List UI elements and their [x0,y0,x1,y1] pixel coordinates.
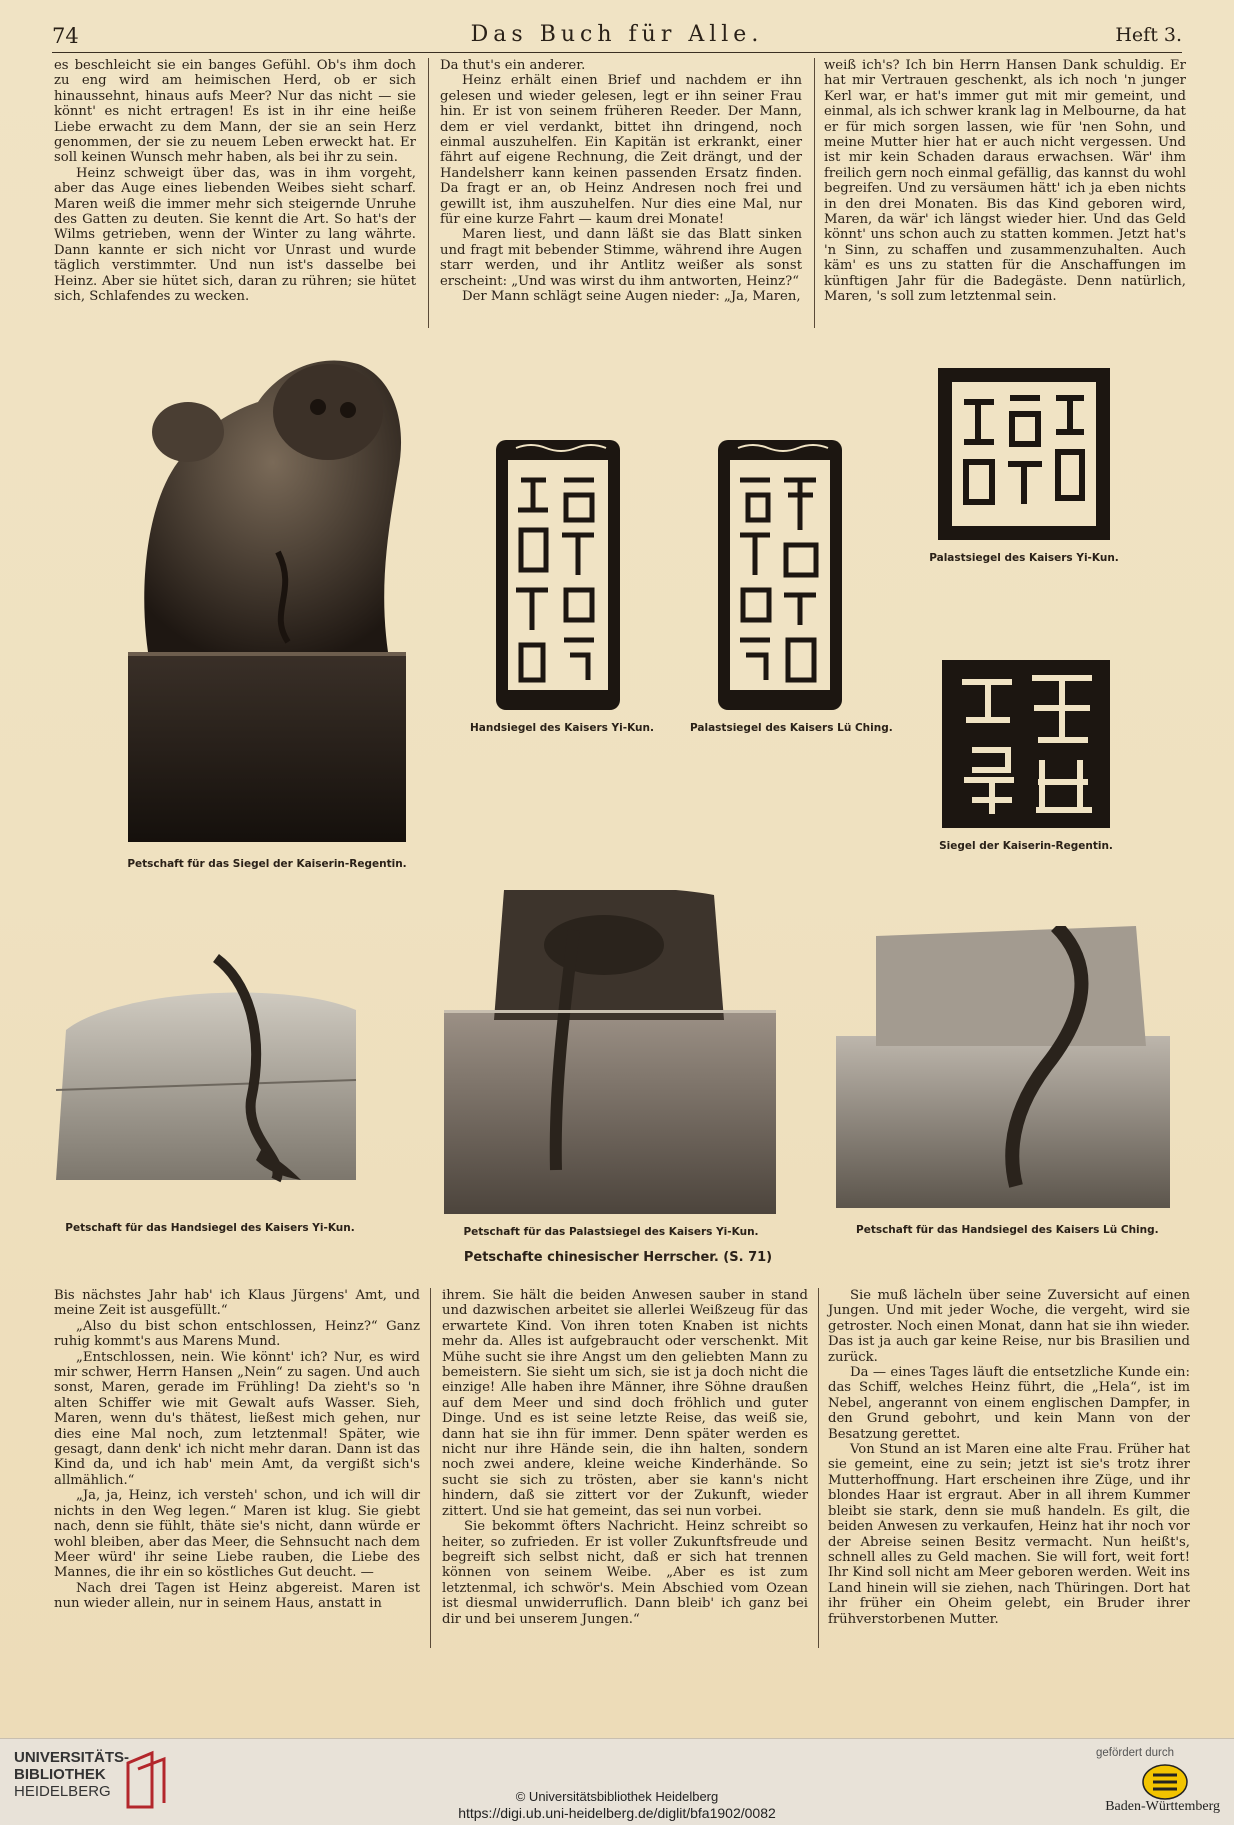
caption: Palastsiegel des Kaisers Yi-Kun. [929,552,1119,564]
paragraph: Von Stund an ist Maren eine alte Frau. Früher hat sie gemeint, eine zu sein; jetzt ist sie's trotz ihrer Mutterhoffnung. Hart erscheinen ihre Züge, und ihr blondes Haar ist ergraut. Aber in all ihrem Kummer bleibt sie stark, denn sie muß handeln. Es gilt, die beiden Anwesen zu verkaufen, Heinz hat ihr noch vor der Abreise seinen Besitz vermacht. Nun heißt's, schnell alles zu Geld machen. Sie will fort, weit fort! Ihr Kind soll nicht am Meer geboren werden. Weit ins Land hinein will sie ziehen, nach Thüringen. Dort hat ihr früher ein Oheim gelebt, ein Bruder ihrer frühverstorbenen Mutter. [828,1442,1190,1627]
top-column-2 [440,58,802,305]
paragraph: es beschleicht sie ein banges Gefühl. Ob's ihm doch zu eng wird am heimischen Herd, ob er sich hinaussehnt, hinaus aufs Meer? Nur das nicht — sie könnt' es nicht ertragen! Es ist in ihr eine heiße Liebe erwacht zu dem Mann, der sie an sein Herz genommen, der sie zu neuem Leben erweckt hat. Er soll keinen Wunsch mehr haben, als bei ihr zu sein. [54,58,416,166]
baden-wuerttemberg-crest-icon [1141,1763,1189,1801]
photo-petschaft-handsiegel-lu-ching [836,926,1170,1208]
paragraph: Heinz erhält einen Brief und nachdem er ihn gelesen und wieder gelesen, legt er ihn seiner Frau hin. Er ist von seinem früheren Reeder. Der Mann, dem er viel verdankt, bittet ihn dringend, noch einmal auszuhelfen. Ein Kapitän ist erkrankt, einer fährt auf eigene Rechnung, die Zeit drängt, und der Handelsherr kann keinen passenden Ersatz finden. Da fragt er an, ob Heinz Andresen noch frei und gewillt ist, ihm auszuhelfen. Nur dies eine Mal, nur für eine kurze Fahrt — kaum drei Monate! [440,73,802,228]
library-line: HEIDELBERG [14,1783,111,1800]
running-title: Das Buch für Alle. [470,22,764,47]
paragraph: Da — eines Tages läuft die entsetzliche Kunde ein: das Schiff, welches Heinz führt, die „Hela“, ist im Nebel, angerannt von einem englischen Dampfer, in den Grund gebohrt, und kein Mann von der Besatzung gerettet. [828,1365,1190,1442]
funding-note: gefördert durch [1096,1747,1174,1759]
seal-print-handsiegel-yi-kun [496,440,620,710]
paragraph: „Also du bist schon entschlossen, Heinz?“ Ganz ruhig kommt's aus Marens Mund. [54,1318,420,1350]
top-column-3 [824,58,1186,305]
state-name: Baden-Württemberg [1105,1799,1220,1814]
paragraph: weiß ich's? Ich bin Herrn Hansen Dank schuldig. Er hat mir Vertrauen geschenkt, als ich noch 'n junger Kerl war, er hat's immer gut mit mir gemeint, und einmal, als ich schwer krank lag in Melbourne, da hat er für mich sorgen lassen, wie für 'nen Sohn, und meine Mutter hier hat er auch nicht vergessen. Und ist mir kein Schaden daraus erwachsen. Wär' ihm freilich gern noch einmal gefällig, das kannst du wohl begreifen. Und zu versäumen hätt' ich ja eben nichts in den drei Monaten. Bis das Kind geboren wird, Maren, da wär' ich längst wieder hier. Und das Geld könnt' uns schon auch zu statten kommen. Jetzt hat's 'n Sinn, zu schaffen und zusammenzuhalten. Auch käm' es uns zu statten für die Anschaffungen im künftigen Jahr für die Badegäste. Denn natürlich, Maren, 's soll zum letztenmal sein. [824,58,1186,305]
column-rule [430,1288,431,1648]
bottom-column-1 [54,1288,420,1612]
library-line: BIBLIOTHEK [14,1766,106,1783]
figure-main-caption: Petschafte chinesischer Herrscher. (S. 71) [463,1250,773,1265]
library-line: UNIVERSITÄTS- [14,1749,130,1766]
bottom-column-3 [828,1288,1190,1627]
library-footer [0,1738,1234,1825]
paragraph: Heinz schweigt über das, was in ihm vorgeht, aber das Auge eines liebenden Weibes sieht scharf. Maren weiß die immer mehr sich steigernde Unruhe des Gatten zu deuten. Sie kennt die Art. So hat's der Wilms getrieben, wenn der Winter zu lang währte. Dann kannte er sich nicht vor Unrast und wurde täglich verstimmter. Und nun ist's dasselbe bei Heinz. Aber sie hütet sich, daran zu rühren; sie hütet sich, Schlafendes zu wecken. [54,165,416,305]
paragraph: Da thut's ein anderer. [440,58,586,73]
caption: Petschaft für das Handsiegel des Kaisers Lü Ching. [856,1224,1159,1236]
paragraph: Bis nächstes Jahr hab' ich Klaus Jürgens' Amt, und meine Zeit ist ausgefüllt.“ [54,1288,420,1319]
paragraph: Maren liest, und dann läßt sie das Blatt sinken und fragt mit bebender Stimme, während ihre Augen starr werden, und ihr Antlitz weißer als sonst erscheint: „Und was wirst du ihm antworten, Heinz?“ [440,227,802,289]
top-column-1 [54,58,416,305]
paragraph: Nach drei Tagen ist Heinz abgereist. Maren ist nun wieder allein, nur in seinem Haus, anstatt in [54,1580,420,1612]
caption: Handsiegel des Kaisers Yi-Kun. [470,722,654,734]
paragraph: Sie bekommt öfters Nachricht. Heinz schreibt so heiter, so zufrieden. Er ist voller Zukunftsfreude und begreift sich selbst nicht, daß er sich hat trennen können von seinem Weibe. „Aber es ist zum letztenmal, ich schwör's. Mein Abschied vom Ozean ist diesmal unwiderruflich. Dann bleib' ich ganz bei dir und bei unserem Jungen.“ [442,1519,808,1627]
photo-petschaft-palastsiegel-yi-kun [444,890,776,1214]
column-rule [814,58,815,328]
issue-label: Heft 3. [1115,24,1182,46]
paragraph: „Entschlossen, nein. Wie könnt' ich? Nur, es wird mir schwer, Herrn Hansen „Nein“ zu sagen. Und auch sonst, Maren, gerade im Frühling! Da zieht's so 'n alten Schiffer wie mit Gewalt aufs Wasser. Sieh, Maren, wenn du's thätest, ließest mich gehen, nur dies eine Mal noch, zum letztenmal! Später, wie gesagt, dann denk' ich nicht mehr daran. Dann ist das Kind da, und ich hab' mein Amt, da vergißt sich's allmählich.“ [54,1349,420,1488]
seal-print-palastsiegel-yi-kun [938,368,1110,540]
copyright-notice: © Universitätsbibliothek Heidelberg [515,1789,719,1804]
column-rule [818,1288,819,1648]
paragraph: Der Mann schlägt seine Augen nieder: „Ja, Maren, [462,289,801,305]
permalink[interactable]: https://digi.ub.uni-heidelberg.de/diglit/bfa1902/0082 [458,1805,776,1821]
photo-seal-empress-regent [128,352,406,842]
caption: Siegel der Kaiserin-Regentin. [939,840,1113,852]
seal-print-kaiserin-regentin [942,660,1110,828]
bottom-column-2 [442,1288,808,1627]
paragraph: „Ja, ja, Heinz, ich versteh' schon, und ich will dir nichts in den Weg legen.“ Maren ist klug. Sie giebt nach, denn sie fühlt, thäte sie's nicht, dann würde er wohl bleiben, aber das Meer, die Sehnsucht nach dem Meer würd' ihr seine Liebe rauben, die Liebe des Mannes, die ihr ein so köstliches Gut deucht. — [54,1488,420,1581]
photo-petschaft-handsiegel-yi-kun [56,950,364,1184]
column-rule [428,58,429,328]
header-rule [52,52,1182,53]
page-header [52,18,1182,50]
paragraph: Sie muß lächeln über seine Zuversicht auf einen Jungen. Und mit jeder Woche, die vergeht, wird sie getroster. Noch einen Monat, dann hat sie ihn wieder. Das ist ja auch gar keine Reise, nur bis Brasilien und zurück. [828,1288,1190,1365]
caption: Palastsiegel des Kaisers Lü Ching. [690,722,893,734]
caption: Petschaft für das Handsiegel des Kaisers Yi-Kun. [65,1222,355,1234]
seal-print-palastsiegel-lu-ching [718,440,842,710]
paragraph: ihrem. Sie hält die beiden Anwesen sauber in stand und dazwischen arbeitet sie allerlei Weißzeug für das erwartete Kind. Von ihren toten Knaben ist nichts mehr da. Alles ist aufgebraucht oder verschenkt. Mit Mühe sucht sie ihre Angst um den geliebten Mann zu bemeistern. Sie sieht um sich, sie ist ja doch nicht die einzige! Alle haben ihre Männer, ihre Söhne draußen auf dem Meer und sind doch fröhlich und guter Dinge. Und es ist seine letzte Reise, das weiß sie, dann hat sie ihn für immer. Denn später werden es nicht nur ihre Hände sein, die ihn halten, sondern noch zwei andere, kleine weiche Kinderhände. So sucht sie sich zu trösten, aber sie kann's nicht hindern, daß sie zittert vor der Zukunft, wieder zittert. Und sie hat gemeint, das sei nun vorbei. [442,1288,808,1519]
page-number: 74 [52,24,79,48]
caption: Petschaft für das Palastsiegel des Kaisers Yi-Kun. [463,1226,759,1238]
caption: Petschaft für das Siegel der Kaiserin-Regentin. [127,858,407,870]
